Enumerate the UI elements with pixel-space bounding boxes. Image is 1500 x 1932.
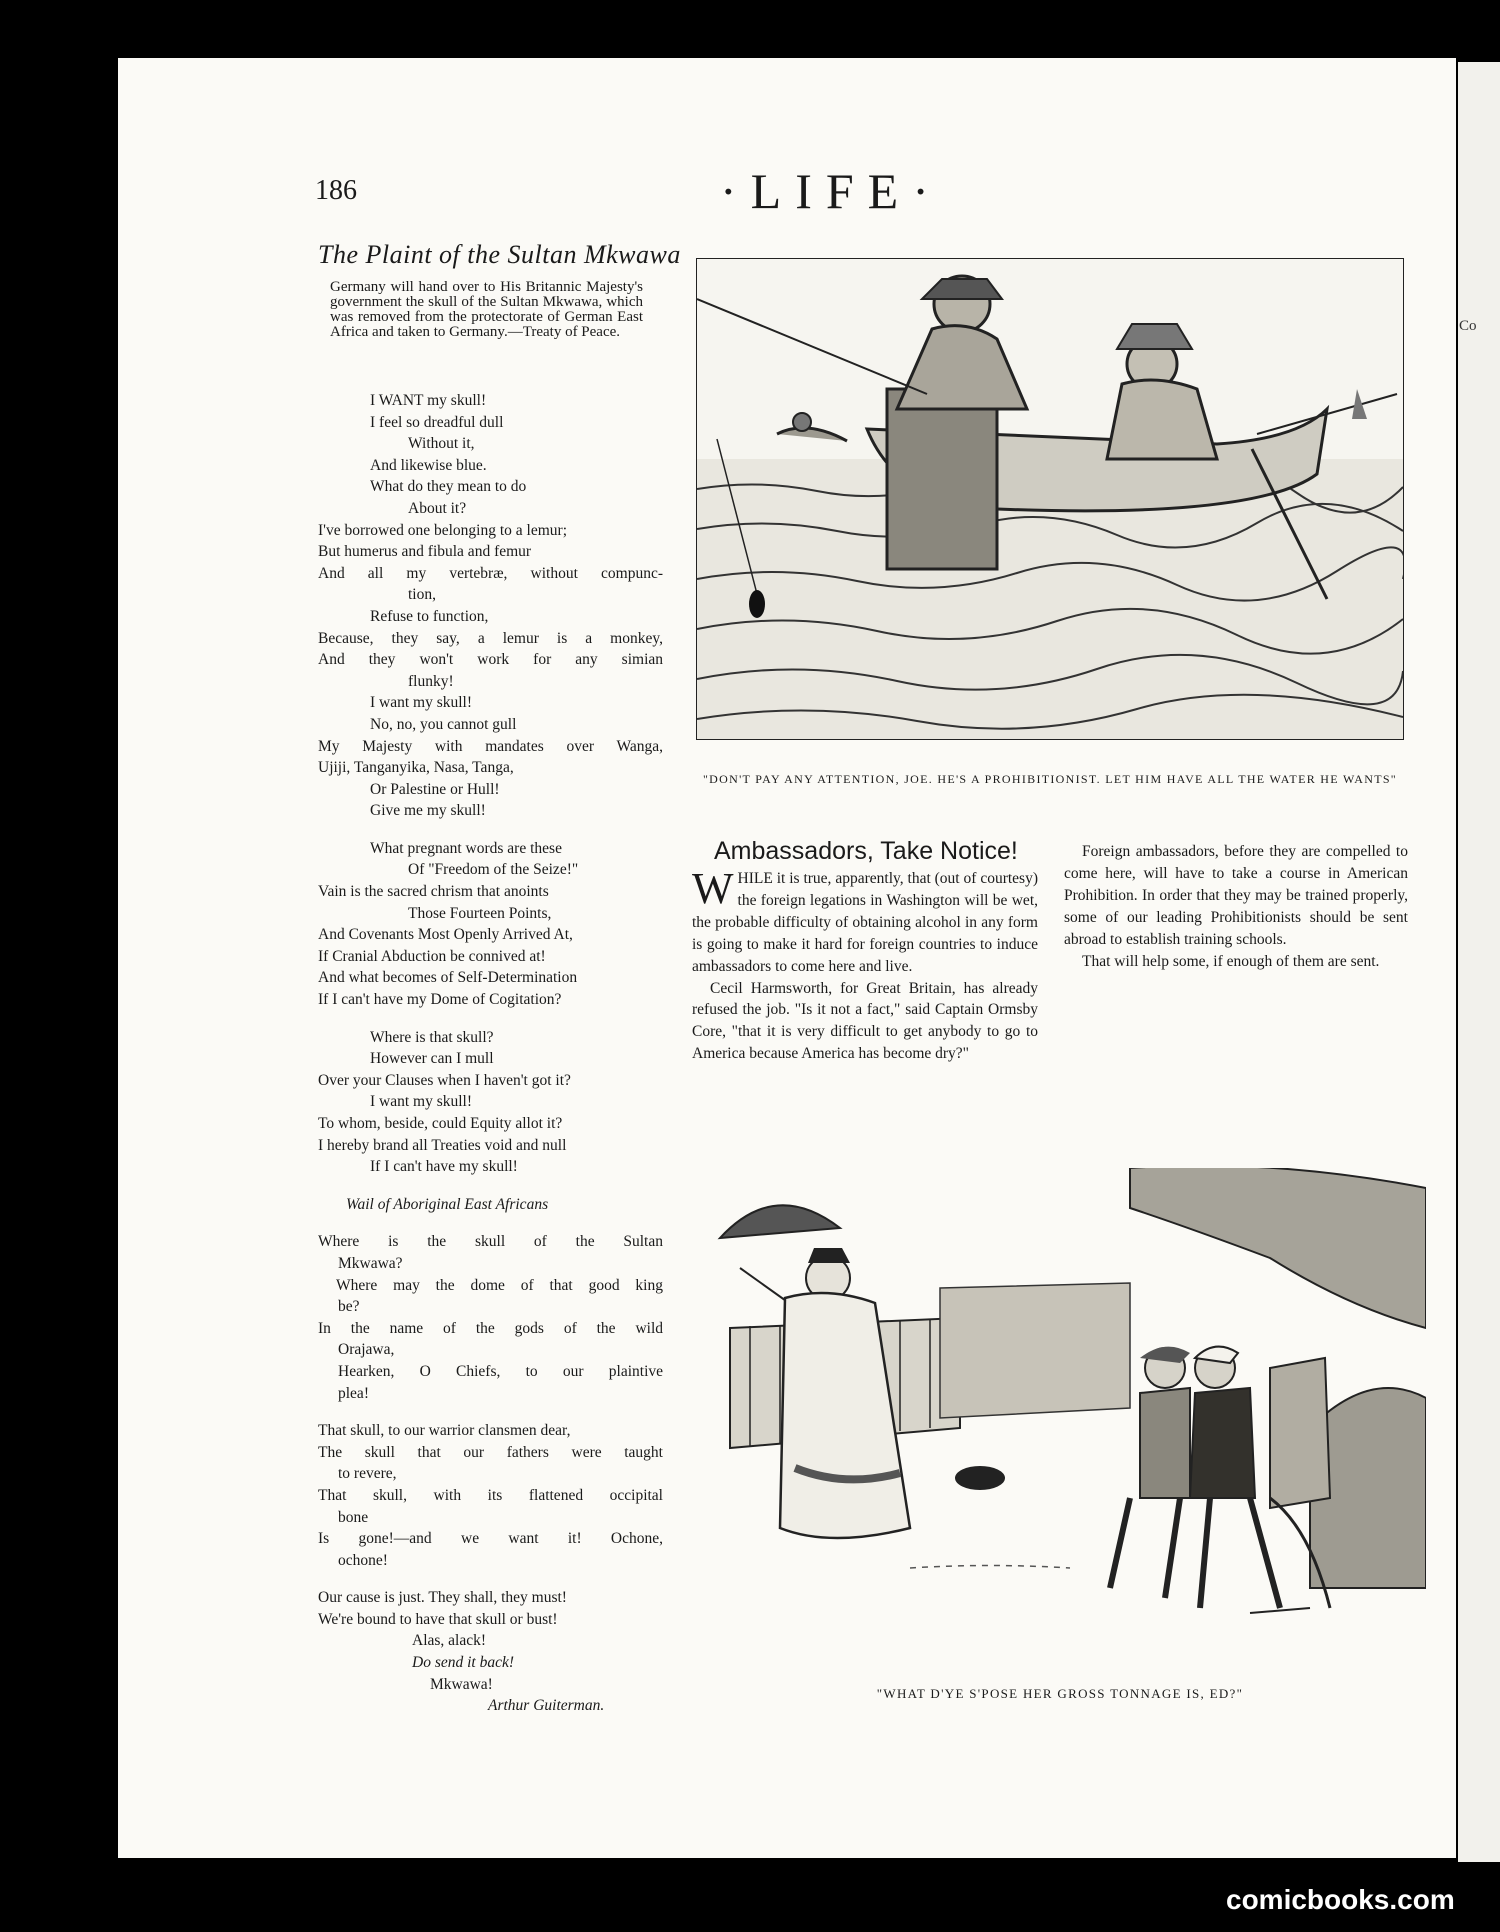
article-paragraph: HILE it is true, apparently, that (out of courtesy) the foreign legations in Washington will be wet, the probable difficulty of obtaining alcohol in any form is going to make it hard for foreign countries to induce ambassadors to come here and live. xyxy=(692,870,1038,975)
poem-line: Over your Clauses when I haven't got it? xyxy=(318,1071,571,1089)
article-paragraph: Cecil Harmsworth, for Great Britain, has already refused the job. "Is it not a fact," said Captain Ormsby Core, "that it is very difficult to get anybody to go to America because America has become dry?" xyxy=(692,979,1038,1063)
park-bench-cartoon xyxy=(710,1168,1426,1648)
poem-line: If I can't have my Dome of Cogitation? xyxy=(318,991,562,1009)
poem-line: Those Fourteen Points, xyxy=(408,904,552,922)
poem-line: That skull, with its flattened occipital xyxy=(318,1486,663,1504)
poem-line: If I can't have my skull! xyxy=(370,1158,518,1176)
poem-line: About it? xyxy=(408,499,467,517)
article-column-left xyxy=(692,864,1038,1065)
poem-line: Where may the dome of that good king xyxy=(336,1276,663,1294)
poem-signature: Arthur Guiterman. xyxy=(488,1697,605,1715)
poem-line: Orajawa, xyxy=(338,1341,395,1359)
watermark: comicbooks.com xyxy=(1226,1884,1455,1915)
poem-line: Is gone!—and we want it! Ochone, xyxy=(318,1530,663,1548)
poem-line: And all my vertebræ, without compunc- xyxy=(318,564,663,582)
poem-line: Give me my skull! xyxy=(370,802,486,820)
poem-subtitle: Wail of Aboriginal East Africans xyxy=(346,1195,549,1213)
poem-line: If Cranial Abduction be connived at! xyxy=(318,947,546,965)
poem-line: Of "Freedom of the Seize!" xyxy=(408,861,579,879)
poem-line: plea! xyxy=(338,1384,369,1402)
adjacent-page-mark: Co xyxy=(1459,318,1477,334)
poem-line: Mkwawa! xyxy=(430,1675,493,1693)
page-number: 186 xyxy=(315,175,357,206)
poem-line: I WANT my skull! xyxy=(370,392,487,409)
poem-line: I've borrowed one belonging to a lemur; xyxy=(318,521,567,539)
poem-title: The Plaint of the Sultan Mkwawa xyxy=(318,240,681,269)
poem-line: We're bound to have that skull or bust! xyxy=(318,1610,558,1628)
poem-line: Alas, alack! xyxy=(412,1632,487,1650)
poem-line: And what becomes of Self-Determination xyxy=(318,969,578,987)
masthead: ·LIFE· xyxy=(720,163,943,219)
poem-line: What pregnant words are these xyxy=(370,839,562,857)
fishing-boat-illustration xyxy=(697,259,1403,739)
poem-line: Without it, xyxy=(408,435,475,453)
top-cartoon-caption: "DON'T PAY ANY ATTENTION, JOE. HE'S A PROHIBITIONIST. LET HIM HAVE ALL THE WATER HE WANTS" xyxy=(702,772,1398,786)
article-paragraph: Foreign ambassadors, before they are compelled to come here, will have to take a course in American Prohibition. In order that they may be trained properly, some of our leading Prohibitionists should be sent abroad to establish training schools. xyxy=(1064,843,1408,948)
article-headline: Ambassadors, Take Notice! xyxy=(714,837,1018,865)
article-column-right xyxy=(1064,841,1408,972)
poem-line: tion, xyxy=(408,586,436,604)
poem-line: Because, they say, a lemur is a monkey, xyxy=(318,629,663,647)
poem-line: However can I mull xyxy=(370,1050,494,1068)
fishing-cartoon xyxy=(696,258,1404,740)
bottom-cartoon-caption: "WHAT D'YE S'POSE HER GROSS TONNAGE IS, ED?" xyxy=(876,1686,1244,1701)
poem-line: Or Palestine or Hull! xyxy=(370,780,500,798)
poem-line: Where is the skull of the Sultan xyxy=(318,1233,663,1251)
poem-line: Refuse to function, xyxy=(370,607,489,625)
poem-line: Where is that skull? xyxy=(370,1028,494,1046)
poem-line: to revere, xyxy=(338,1465,397,1483)
article-paragraph: That will help some, if enough of them are sent. xyxy=(1082,952,1380,970)
poem-line: The skull that our fathers were taught xyxy=(318,1443,663,1461)
drop-cap: W xyxy=(692,864,734,913)
poem-line: What do they mean to do xyxy=(370,478,527,496)
poem-line: I hereby brand all Treaties void and null xyxy=(318,1136,567,1154)
poem-line: flunky! xyxy=(408,672,454,690)
poem-line: And they won't work for any simian xyxy=(318,651,663,669)
poem-line: To whom, beside, could Equity allot it? xyxy=(318,1115,563,1132)
poem-line: Mkwawa? xyxy=(338,1254,403,1272)
poem-body xyxy=(318,390,663,1717)
poem-line: I feel so dreadful dull xyxy=(370,413,504,431)
poem-line: And likewise blue. xyxy=(370,456,487,474)
poem-line: bone xyxy=(338,1508,369,1526)
poem-line: ochone! xyxy=(338,1551,388,1569)
poem-line: And Covenants Most Openly Arrived At, xyxy=(318,926,573,944)
poem-line: I want my skull! xyxy=(370,1093,473,1111)
poem-line: But humerus and fibula and femur xyxy=(318,543,532,561)
poem-line: No, no, you cannot gull xyxy=(370,715,517,733)
sailors-bench-illustration xyxy=(710,1168,1426,1648)
poem-line: I want my skull! xyxy=(370,694,473,712)
poem-line: be? xyxy=(338,1298,360,1316)
poem-line: Do send it back! xyxy=(412,1654,515,1672)
poem-line: That skull, to our warrior clansmen dear, xyxy=(318,1422,571,1440)
poem-line: In the name of the gods of the wild xyxy=(318,1319,663,1337)
poem-line: My Majesty with mandates over Wanga, xyxy=(318,737,663,755)
poem-line: Hearken, O Chiefs, to our plaintive xyxy=(338,1362,663,1380)
poem-intro: Germany will hand over to His Britannic Majesty's government the skull of the Sultan Mkwawa, which was removed from the protectorate of German East Africa and taken to Germany.—Treaty of Peace. xyxy=(330,279,643,340)
poem-line: Ujiji, Tanganyika, Nasa, Tanga, xyxy=(318,759,514,777)
poem-line: Vain is the sacred chrism that anoints xyxy=(318,883,549,901)
poem-line: Our cause is just. They shall, they must! xyxy=(318,1589,567,1607)
